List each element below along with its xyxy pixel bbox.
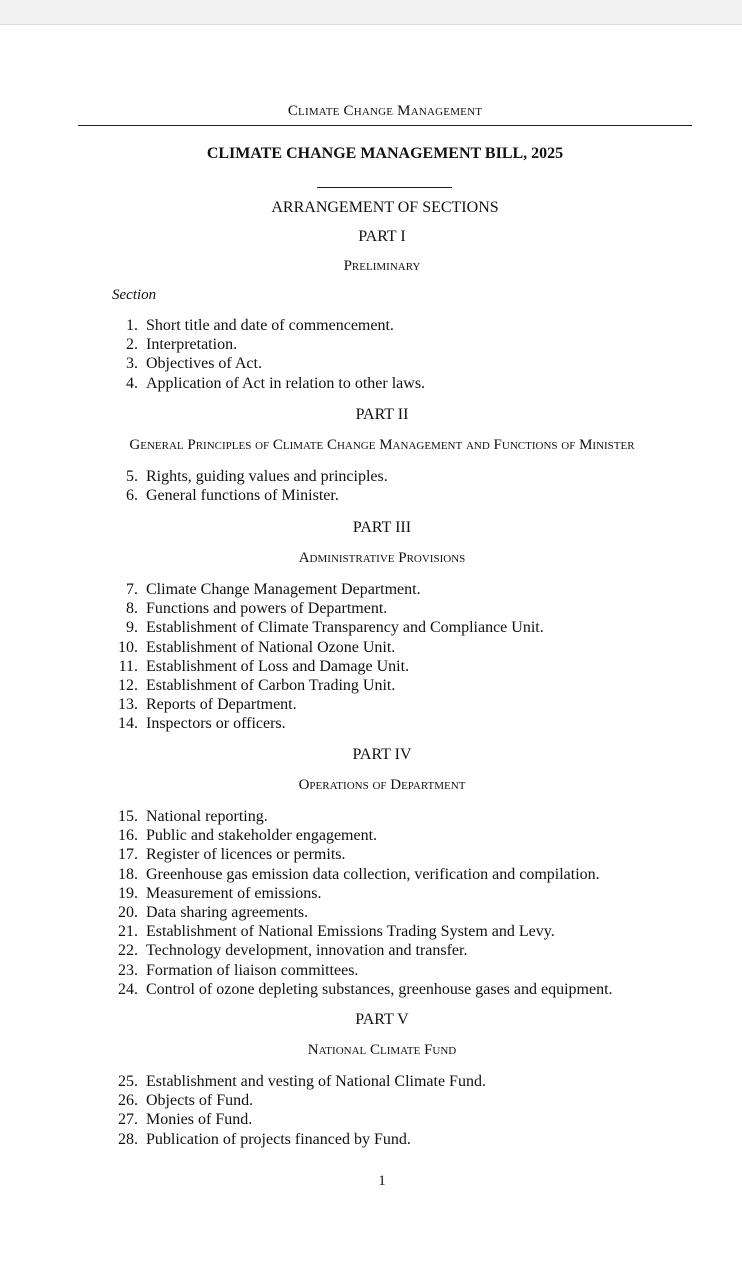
section-number: 24.	[118, 980, 138, 998]
section-title: Public and stakeholder engagement.	[146, 827, 378, 845]
running-head: Climate Change Management	[287, 103, 483, 119]
section-title: Establishment of National Emissions Trading System and Levy.	[146, 923, 555, 941]
section-title: Measurement of emissions.	[146, 884, 322, 902]
bill-title: CLIMATE CHANGE MANAGEMENT BILL, 2025	[206, 145, 564, 162]
title-divider	[317, 187, 452, 188]
section-title: Objects of Fund.	[146, 1092, 254, 1110]
section-number: 14.	[118, 715, 138, 733]
header-rule	[78, 125, 692, 126]
section-number: 23.	[118, 961, 138, 979]
section-number: 9.	[126, 619, 138, 637]
part-subtitle: Preliminary	[343, 258, 421, 274]
section-title: Data sharing agreements.	[146, 904, 309, 921]
part-title: PART V	[355, 1011, 409, 1028]
part-title: PART IV	[352, 746, 412, 763]
part-subtitle: General Principles of Climate Change Management and Functions of Minister	[129, 437, 635, 453]
section-title: Register of licences or permits.	[146, 846, 346, 864]
section-number: 2.	[126, 336, 138, 354]
part-subtitle: National Climate Fund	[307, 1042, 457, 1058]
section-number: 12.	[118, 677, 138, 694]
section-number: 17.	[118, 846, 138, 864]
section-title: National reporting.	[146, 808, 268, 825]
section-number: 6.	[126, 487, 138, 505]
section-number: 3.	[126, 355, 138, 373]
section-title: General functions of Minister.	[146, 487, 339, 505]
part-title: PART II	[355, 406, 409, 423]
section-title: Interpretation.	[146, 336, 238, 354]
section-title: Application of Act in relation to other laws.	[146, 374, 426, 392]
section-title: Monies of Fund.	[146, 1111, 253, 1129]
section-number: 28.	[118, 1130, 138, 1148]
section-number: 25.	[118, 1073, 138, 1090]
section-title: Objectives of Act.	[146, 355, 262, 373]
part-subtitle: Administrative Provisions	[298, 550, 466, 566]
section-number: 26.	[118, 1092, 138, 1110]
section-title: Establishment of Loss and Damage Unit.	[146, 657, 410, 675]
section-title: Inspectors or officers.	[146, 715, 286, 733]
section-number: 8.	[126, 600, 138, 618]
section-title: Establishment of Carbon Trading Unit.	[146, 677, 396, 694]
section-title: Establishment of Climate Transparency and Compliance Unit.	[146, 619, 544, 637]
part-title: PART I	[358, 228, 406, 245]
section-title: Control of ozone depleting substances, greenhouse gases and equipment.	[146, 980, 613, 998]
section-title: Greenhouse gas emission data collection, verification and compilation.	[146, 865, 600, 883]
section-title: Climate Change Management Department.	[146, 581, 421, 598]
section-number: 1.	[126, 317, 138, 334]
viewer-top-bar	[0, 0, 742, 25]
section-number: 27.	[118, 1111, 138, 1129]
section-number: 13.	[118, 696, 138, 714]
section-number: 22.	[118, 942, 138, 960]
section-title: Functions and powers of Department.	[146, 600, 388, 618]
section-title: Rights, guiding values and principles.	[146, 468, 388, 485]
section-number: 21.	[118, 923, 138, 941]
section-title: Technology development, innovation and transfer.	[146, 942, 468, 960]
section-number: 4.	[126, 374, 138, 392]
section-number: 11.	[118, 657, 138, 675]
section-title: Publication of projects financed by Fund.	[146, 1130, 411, 1148]
section-number: 18.	[118, 865, 138, 883]
section-number: 10.	[118, 638, 138, 656]
section-number: 19.	[118, 884, 138, 902]
section-number: 5.	[126, 468, 138, 485]
section-title: Establishment and vesting of National Climate Fund.	[146, 1073, 486, 1090]
section-number: 15.	[118, 808, 138, 825]
section-title: Reports of Department.	[146, 696, 297, 714]
section-number: 20.	[118, 904, 138, 921]
page-number: 1	[378, 1173, 386, 1189]
section-number: 16.	[118, 827, 138, 845]
arrangement-heading: ARRANGEMENT OF SECTIONS	[271, 199, 499, 216]
part-title: PART III	[352, 519, 412, 536]
part-subtitle: Operations of Department	[298, 777, 466, 793]
section-title: Formation of liaison committees.	[146, 961, 359, 979]
section-column-label: Section	[112, 287, 157, 303]
section-title: Establishment of National Ozone Unit.	[146, 638, 396, 656]
section-title: Short title and date of commencement.	[146, 317, 394, 334]
section-number: 7.	[126, 581, 138, 598]
